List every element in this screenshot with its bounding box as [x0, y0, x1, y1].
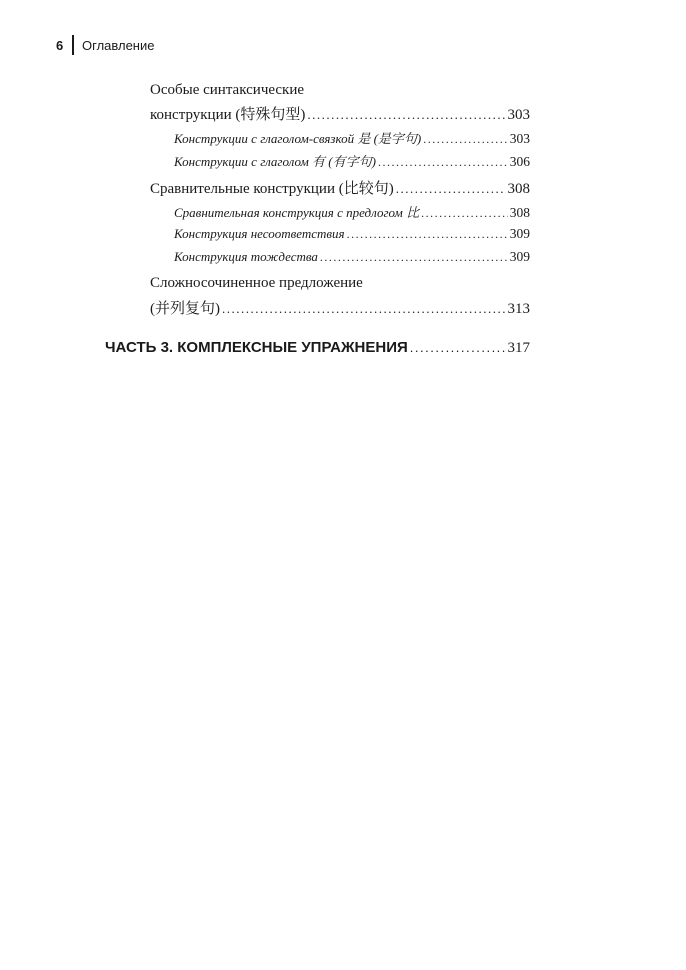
toc-entry-comparative-constructions[interactable]: [150, 177, 530, 198]
toc-entry-compound-sentence-line1: Сложносочиненное предложение: [150, 275, 363, 291]
leader-dots: [410, 340, 506, 355]
toc-entry-text: Сравнительная конструкция с предлогом 比: [174, 205, 420, 220]
toc-entry-compound-sentence[interactable]: [150, 297, 530, 318]
toc-entry-bi-comparative[interactable]: [174, 202, 530, 221]
leader-dots: [378, 155, 508, 170]
toc-entry-special-constructions-line1: Особые синтаксические: [150, 82, 305, 98]
header-title: Оглавление: [82, 37, 155, 53]
toc-page-number: 313: [507, 301, 530, 317]
toc-entry-special-constructions[interactable]: [150, 103, 530, 124]
toc-entry-text: Конструкция тождества: [174, 249, 318, 264]
leader-dots: [423, 132, 508, 147]
toc-entry-text: (并列复句): [150, 301, 220, 317]
toc-page-number: 303: [507, 107, 530, 123]
running-header: [56, 34, 154, 56]
toc-entry-inequality-construction[interactable]: [174, 226, 530, 242]
toc-entry-text: Конструкция несоответствия: [174, 226, 345, 241]
leader-dots: [307, 107, 505, 123]
leader-dots: [396, 181, 506, 197]
toc-page-number: 309: [509, 226, 530, 241]
toc-entry-text: конструкции (特殊句型): [150, 107, 306, 123]
toc-page-number: 309: [509, 249, 530, 264]
page-number: 6: [56, 37, 64, 53]
toc-entry-text: Сравнительные конструкции (比较句): [150, 181, 394, 197]
header-divider: [72, 35, 74, 55]
toc-entry-you-constructions[interactable]: [174, 151, 530, 170]
leader-dots: [320, 250, 508, 265]
toc-entry-text: ЧАСТЬ 3. КОМПЛЕКСНЫЕ УПРАЖНЕНИЯ: [105, 339, 408, 356]
toc-page-number: 317: [507, 340, 530, 356]
leader-dots: [347, 227, 508, 242]
toc-entry-part-3[interactable]: [105, 339, 530, 357]
leader-dots: [421, 206, 508, 221]
toc-entry-shi-constructions[interactable]: [174, 128, 530, 147]
toc-entry-text: Конструкции с глаголом 有 (有字句): [174, 154, 376, 169]
toc-page-number: 306: [509, 154, 530, 169]
toc-page-number: 308: [509, 205, 530, 220]
toc-page-number: 303: [509, 131, 530, 146]
toc-page-number: 308: [507, 181, 530, 197]
leader-dots: [222, 301, 506, 317]
toc-entry-identity-construction[interactable]: [174, 249, 530, 265]
toc-entry-text: Конструкции с глаголом-связкой 是 (是字句): [174, 131, 422, 146]
